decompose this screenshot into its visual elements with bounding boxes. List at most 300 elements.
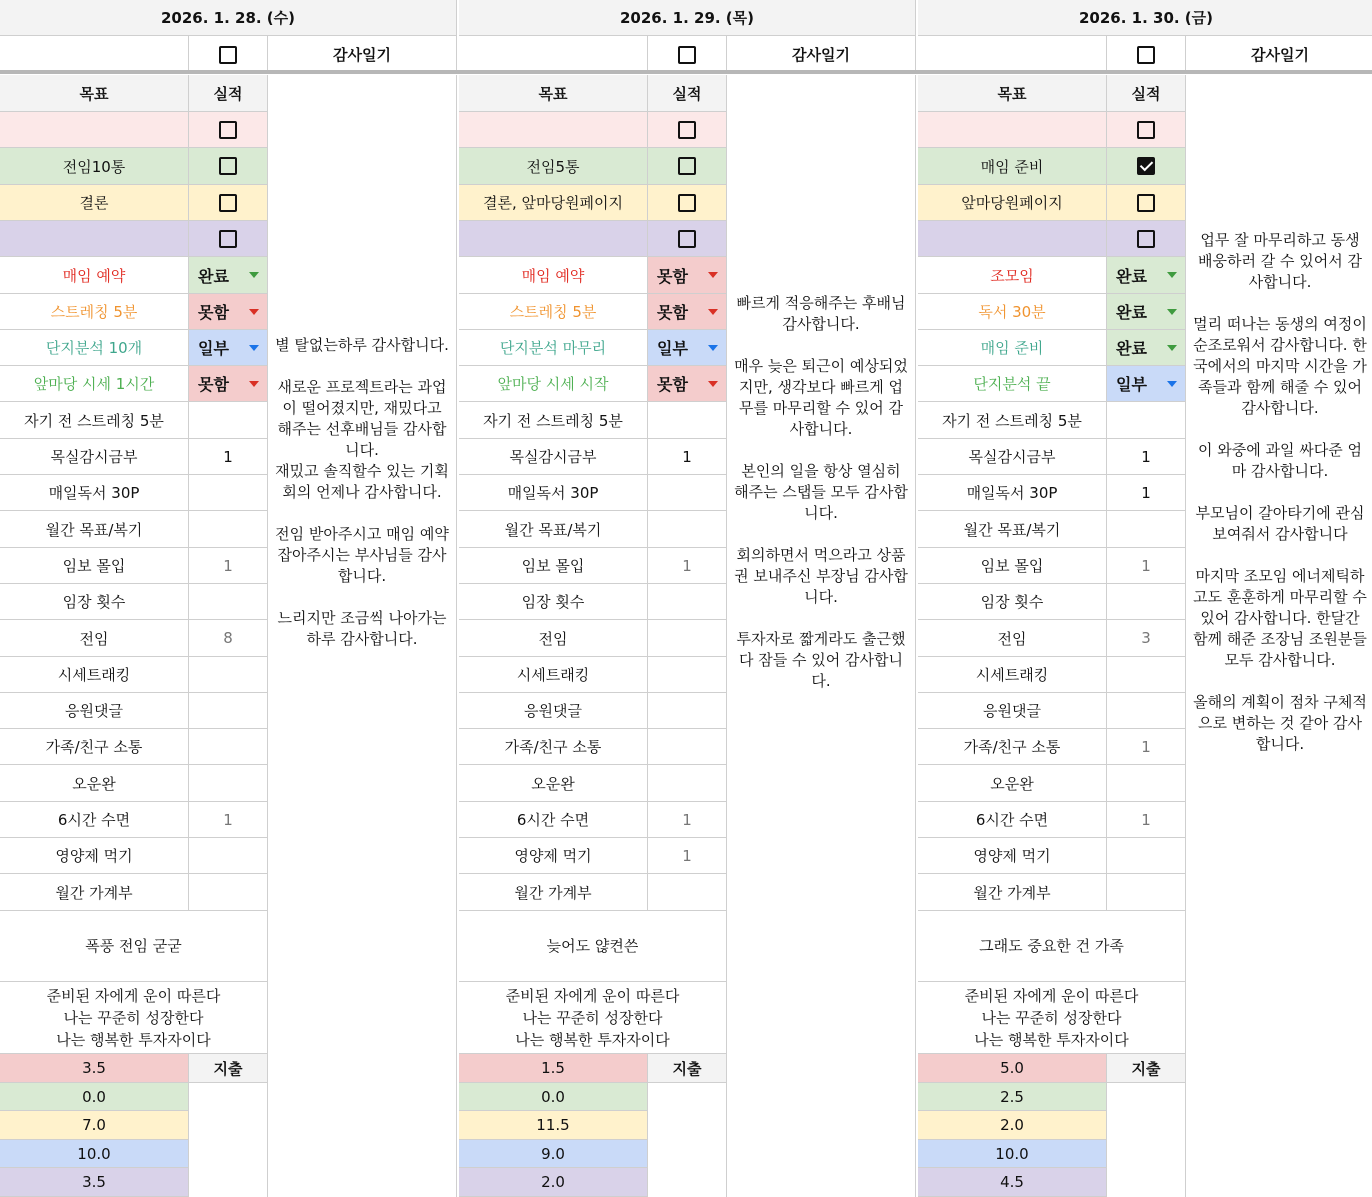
goal-checkbox[interactable] [1137,121,1155,139]
habit-value-cell[interactable] [1107,439,1186,475]
habit-text: 6시간 수면 [975,811,1049,829]
dropdown-arrow-icon[interactable] [1167,345,1177,351]
habit-text: 매일독서 30P [507,484,599,502]
habit-value-cell[interactable] [189,511,268,548]
status-label: 못함 [198,303,229,322]
habit-value-cell[interactable] [648,693,727,729]
habit-text: 가족/친구 소통 [963,738,1061,756]
status-dropdown[interactable] [1107,366,1186,402]
header-divider [0,70,1372,74]
habit-value-cell[interactable] [189,620,268,657]
journal-text: 별 탈없는하루 감사합니다. 새로운 프로젝트라는 과업이 떨어졌지만, 재밌다고 해주는 선후배님들 감사합니다. 재밌고 솔직할수 있는 기획회의 언제나 감사합니다. 전임 받아주시고 매임 예약 잡아주시는 부사님들 감사합니다. 느리지만 조금씩 나아가는 하루 감사합니다. [275,335,449,648]
status-label: 못함 [657,303,688,322]
score-value: 5.0 [1000,1059,1024,1077]
habit-text: 월간 가계부 [514,883,592,902]
goal-check-cell[interactable] [1107,185,1186,221]
result-header [189,75,268,112]
goal-cell[interactable] [918,185,1107,221]
habit-value-cell[interactable] [189,402,268,439]
habit-value-cell[interactable] [1107,620,1186,657]
goal-checkbox[interactable] [1137,194,1155,212]
dropdown-arrow-icon[interactable] [708,272,718,278]
habit-text: 임보 몰입 [980,557,1044,575]
journal-header [1186,36,1372,74]
day-check-cell[interactable] [1107,36,1186,74]
habit-value-cell[interactable] [189,838,268,874]
habit-cell [918,802,1107,838]
goal-header-label: 목표 [997,84,1027,103]
task-cell[interactable] [0,330,189,366]
score-value: 1.5 [541,1059,565,1077]
goal-cell[interactable] [459,112,648,148]
dropdown-arrow-icon[interactable] [249,345,259,351]
status-dropdown[interactable] [1107,257,1186,294]
habit-value-cell[interactable] [189,729,268,765]
status-label: 일부 [1116,375,1147,394]
habit-cell [0,765,189,802]
task-cell[interactable] [918,257,1107,294]
habit-text: 시세트래킹 [975,666,1049,684]
dropdown-arrow-icon[interactable] [708,345,718,351]
goal-check-cell[interactable] [648,148,727,185]
habit-value-cell[interactable] [189,584,268,620]
goal-cell[interactable] [918,221,1107,257]
score-cell [0,1168,189,1197]
score-value: 4.5 [1000,1173,1024,1191]
goal-checkbox[interactable] [678,230,696,248]
habit-text: 전임 [538,629,568,648]
goal-header [0,75,189,112]
dropdown-arrow-icon[interactable] [249,309,259,315]
task-cell[interactable] [918,294,1107,330]
habit-value-cell[interactable] [648,548,727,584]
journal-header-label: 감사일기 [792,46,850,64]
motto-text: 준비된 자에게 운이 따른다 나는 꾸준히 성장한다 나는 행복한 투자자이다 [46,986,221,1049]
goal-cell[interactable] [0,148,189,185]
task-text: 매임 예약 [62,266,126,285]
habit-cell [459,874,648,911]
day-check-cell[interactable] [189,36,268,74]
goal-header-label: 목표 [79,84,109,103]
date-header [459,0,916,36]
habit-cell [459,511,648,548]
goal-header [459,75,648,112]
habit-cell [0,475,189,511]
day-checkbox[interactable] [1137,46,1155,64]
habit-cell [918,693,1107,729]
habit-text: 전임 [79,629,109,648]
date-label: 2026. 1. 29. (목) [619,9,755,27]
dropdown-arrow-icon[interactable] [249,381,259,387]
habit-cell [459,657,648,693]
expense-header-label: 지출 [213,1059,243,1078]
habit-value-cell[interactable] [648,511,727,548]
expense-area[interactable] [189,1083,268,1197]
task-cell[interactable] [459,330,648,366]
score-cell [918,1168,1107,1197]
task-text: 단지분석 10개 [45,339,143,357]
status-dropdown[interactable] [1107,294,1186,330]
goal-check-cell[interactable] [189,185,268,221]
habit-value: 1 [223,810,233,829]
status-label: 일부 [657,339,688,358]
habit-cell [918,874,1107,911]
habit-text: 임보 몰입 [62,557,126,575]
status-dropdown[interactable] [1107,330,1186,366]
habit-value-cell[interactable] [1107,874,1186,911]
habit-value: 1 [1141,737,1151,756]
goal-cell[interactable] [918,112,1107,148]
goal-checkbox[interactable] [219,121,237,139]
habit-value-cell[interactable] [1107,693,1186,729]
score-cell [0,1083,189,1111]
expense-header [189,1054,268,1083]
status-dropdown[interactable] [648,330,727,366]
habit-value-cell[interactable] [189,548,268,584]
task-text: 앞마당 시세 1시간 [33,375,155,393]
habit-text: 월간 목표/복기 [45,520,143,539]
score-cell [459,1168,648,1197]
habit-cell [918,402,1107,439]
habit-cell [918,584,1107,620]
habit-text: 자기 전 스트레칭 5분 [942,411,1082,430]
status-dropdown[interactable] [648,257,727,294]
habit-text: 영양제 먹기 [514,847,592,865]
habit-value: 1 [682,556,692,575]
habit-cell [459,765,648,802]
status-label: 완료 [1116,339,1147,358]
habit-value-cell[interactable] [189,802,268,838]
habit-value-cell[interactable] [1107,402,1186,439]
goal-checkbox[interactable] [678,121,696,139]
expense-area[interactable] [648,1083,727,1197]
journal-header [268,36,457,74]
task-text: 단지분석 마무리 [499,339,607,357]
habit-text: 임보 몰입 [521,557,585,575]
status-dropdown[interactable] [189,366,268,402]
day-title-text: 그래도 중요한 건 가족 [979,936,1124,955]
task-text: 독서 30분 [978,303,1046,321]
habit-cell [459,439,648,475]
habit-text: 오운완 [531,774,575,793]
habit-value-cell[interactable] [648,874,727,911]
status-dropdown[interactable] [648,294,727,330]
habit-text: 오운완 [990,774,1034,793]
habit-value-cell[interactable] [1107,657,1186,693]
goal-cell[interactable] [459,148,648,185]
habit-value-cell[interactable] [189,765,268,802]
date-header [0,0,457,36]
score-cell [918,1054,1107,1083]
task-cell[interactable] [918,366,1107,402]
subheader-empty [918,36,1107,74]
status-label: 완료 [1116,303,1147,322]
status-dropdown[interactable] [648,366,727,402]
habit-cell [459,402,648,439]
day-title-text: 늦어도 얂켠쓴 [546,936,639,955]
habit-text: 자기 전 스트레칭 5분 [24,411,164,430]
habit-text: 임장 횟수 [62,593,126,611]
status-dropdown[interactable] [189,257,268,294]
expense-header [648,1054,727,1083]
task-cell[interactable] [0,294,189,330]
habit-value-cell[interactable] [1107,548,1186,584]
habit-text: 월간 목표/복기 [504,520,602,539]
result-header [1107,75,1186,112]
habit-value-cell[interactable] [1107,584,1186,620]
habit-value: 1 [1141,810,1151,829]
habit-text: 영양제 먹기 [973,847,1051,865]
habit-cell [459,802,648,838]
status-dropdown[interactable] [189,330,268,366]
result-header-label: 실적 [672,84,702,103]
goal-cell[interactable] [459,221,648,257]
habit-cell [918,439,1107,475]
habit-value-cell[interactable] [648,765,727,802]
status-label: 못함 [657,375,688,394]
day-title [459,909,727,982]
score-value: 10.0 [77,1144,111,1163]
goal-check-cell[interactable] [1107,112,1186,148]
habit-value-cell[interactable] [648,402,727,439]
goal-cell[interactable] [459,185,648,221]
goal-check-cell[interactable] [189,112,268,148]
goal-header-label: 목표 [538,84,568,103]
goal-checkbox[interactable] [1137,157,1155,175]
habit-cell [459,620,648,657]
day-checkbox[interactable] [219,46,237,64]
habit-text: 6시간 수면 [57,811,131,829]
habit-text: 6시간 수면 [516,811,590,829]
habit-cell [0,802,189,838]
task-cell[interactable] [459,294,648,330]
habit-cell [459,584,648,620]
goal-checkbox[interactable] [1137,230,1155,248]
goal-text: 결론 [79,194,109,212]
habit-value-cell[interactable] [648,838,727,874]
habit-text: 임장 횟수 [521,593,585,611]
goal-check-cell[interactable] [1107,148,1186,185]
habit-value-cell[interactable] [189,874,268,911]
score-value: 2.5 [1000,1087,1024,1106]
goal-text: 결론, 앞마당원페이지 [483,194,623,212]
goal-text: 앞마당원페이지 [961,194,1063,212]
habit-cell [918,657,1107,693]
habit-value: 8 [223,629,233,647]
habit-value-cell[interactable] [648,475,727,511]
habit-value-cell[interactable] [1107,765,1186,802]
journal-header-label: 감사일기 [333,46,391,64]
journal-blank [727,909,916,1197]
task-cell[interactable] [918,330,1107,366]
score-value: 3.5 [82,1059,106,1077]
goal-check-cell[interactable] [648,185,727,221]
score-cell [918,1140,1107,1168]
habit-value: 1 [1141,556,1151,575]
score-cell [0,1054,189,1083]
task-text: 단지분석 끝 [973,375,1051,393]
habit-text: 응원댓글 [524,702,582,720]
dropdown-arrow-icon[interactable] [1167,309,1177,315]
journal-text: 빠르게 적응해주는 후배님 감사합니다. 매우 늦은 퇴근이 예상되었지만, 생각보다 빠르게 업무를 마무리할 수 있어 감사합니다. 본인의 일을 항상 열심히 해주는 스탭들 모두 감사합니다. 회의하면서 먹으라고 상품권 보내주신 부장님 감사합니다. 투자자로 짧게라도 출근했다 잠들 수 있어 감사합니다. [734,293,908,690]
motto [918,982,1186,1054]
goal-checkbox[interactable] [219,194,237,212]
day-title-text: 폭풍 전임 굳굳 [85,936,182,955]
habit-cell [0,548,189,584]
habit-value-cell[interactable] [1107,729,1186,765]
habit-text: 월간 가계부 [55,883,133,902]
habit-value: 1 [682,810,692,829]
task-text: 매임 예약 [521,266,585,285]
date-label: 2026. 1. 28. (수) [160,9,296,27]
goal-check-cell[interactable] [648,112,727,148]
dropdown-arrow-icon[interactable] [1167,381,1177,387]
score-value: 2.0 [1000,1116,1024,1134]
score-value: 0.0 [541,1087,565,1106]
goal-check-cell[interactable] [648,221,727,257]
journal-entry[interactable] [727,75,916,909]
expense-header-label: 지출 [1131,1059,1161,1078]
goal-check-cell[interactable] [189,221,268,257]
habit-value-cell[interactable] [1107,511,1186,548]
goal-text: 전임5통 [526,157,580,176]
result-header [648,75,727,112]
goal-cell[interactable] [0,185,189,221]
habit-value: 1 [682,846,692,865]
score-value: 0.0 [82,1087,106,1106]
goal-checkbox[interactable] [219,230,237,248]
score-cell [0,1140,189,1168]
habit-cell [918,620,1107,657]
status-label: 못함 [657,266,688,286]
habit-cell [0,729,189,765]
task-cell[interactable] [0,366,189,402]
habit-value-cell[interactable] [648,802,727,838]
goal-checkbox[interactable] [678,194,696,212]
dropdown-arrow-icon[interactable] [708,381,718,387]
motto-text: 준비된 자에게 운이 따른다 나는 꾸준히 성장한다 나는 행복한 투자자이다 [505,986,680,1049]
journal-entry[interactable] [268,75,457,909]
habit-cell [0,838,189,874]
day-column [459,0,918,1197]
day-column [0,0,459,1197]
task-cell[interactable] [459,257,648,294]
score-value: 2.0 [541,1173,565,1191]
habit-value-cell[interactable] [648,620,727,657]
habit-text: 목실감시금부 [50,448,138,466]
habit-text: 오운완 [72,774,116,793]
goal-cell[interactable] [918,148,1107,185]
goal-checkbox[interactable] [219,157,237,175]
habit-cell [0,693,189,729]
habit-cell [0,874,189,911]
dropdown-arrow-icon[interactable] [249,272,259,278]
habit-text: 시세트래킹 [57,666,131,684]
habit-text: 목실감시금부 [509,448,597,466]
status-dropdown[interactable] [189,294,268,330]
habit-value-cell[interactable] [648,657,727,693]
day-checkbox[interactable] [678,46,696,64]
habit-value-cell[interactable] [1107,838,1186,874]
goal-check-cell[interactable] [1107,221,1186,257]
result-header-label: 실적 [1131,84,1161,103]
date-label: 2026. 1. 30. (금) [1078,9,1214,27]
expense-area[interactable] [1107,1083,1186,1197]
goal-text: 전임10통 [62,157,126,176]
habit-value: 1 [1141,483,1151,502]
score-value: 10.0 [995,1144,1029,1163]
task-cell[interactable] [0,257,189,294]
journal-entry[interactable] [1186,75,1372,909]
habit-cell [0,439,189,475]
habit-text: 매일독서 30P [48,484,140,502]
day-title [918,909,1186,982]
journal-blank [1186,909,1372,1197]
day-check-cell[interactable] [648,36,727,74]
score-value: 7.0 [82,1116,106,1134]
habit-cell [459,548,648,584]
habit-value: 1 [682,447,692,466]
subheader-empty [0,36,189,74]
goal-check-cell[interactable] [189,148,268,185]
task-text: 스트레칭 5분 [50,303,138,321]
habit-value-cell[interactable] [189,693,268,729]
habit-value: 3 [1141,629,1151,647]
goal-cell[interactable] [0,221,189,257]
goal-cell[interactable] [0,112,189,148]
habit-text: 응원댓글 [983,702,1041,720]
dropdown-arrow-icon[interactable] [708,309,718,315]
journal-header-label: 감사일기 [1251,46,1309,64]
task-text: 조모임 [990,266,1034,285]
goal-text: 매임 준비 [980,157,1044,176]
habit-text: 영양제 먹기 [55,847,133,865]
habit-cell [0,657,189,693]
habit-text: 임장 횟수 [980,593,1044,611]
habit-value-cell[interactable] [1107,802,1186,838]
habit-text: 응원댓글 [65,702,123,720]
habit-value-cell[interactable] [648,439,727,475]
habit-value-cell[interactable] [189,475,268,511]
score-cell [459,1111,648,1140]
habit-value-cell[interactable] [648,584,727,620]
habit-value-cell[interactable] [648,729,727,765]
habit-text: 가족/친구 소통 [45,738,143,756]
journal-blank [268,909,457,1197]
score-cell [459,1054,648,1083]
habit-value-cell[interactable] [1107,475,1186,511]
habit-cell [0,620,189,657]
task-cell[interactable] [459,366,648,402]
habit-cell [918,548,1107,584]
result-header-label: 실적 [213,84,243,103]
score-cell [459,1140,648,1168]
score-cell [459,1083,648,1111]
motto-text: 준비된 자에게 운이 따른다 나는 꾸준히 성장한다 나는 행복한 투자자이다 [964,986,1139,1049]
goal-checkbox[interactable] [678,157,696,175]
habit-cell [918,838,1107,874]
habit-cell [918,475,1107,511]
dropdown-arrow-icon[interactable] [1167,272,1177,278]
habit-value-cell[interactable] [189,439,268,475]
score-value: 11.5 [536,1116,570,1134]
score-cell [918,1083,1107,1111]
habit-value-cell[interactable] [189,657,268,693]
habit-text: 매일독서 30P [966,484,1058,502]
habit-text: 자기 전 스트레칭 5분 [483,411,623,430]
day-column [918,0,1372,1197]
task-text: 앞마당 시세 시작 [497,375,609,393]
